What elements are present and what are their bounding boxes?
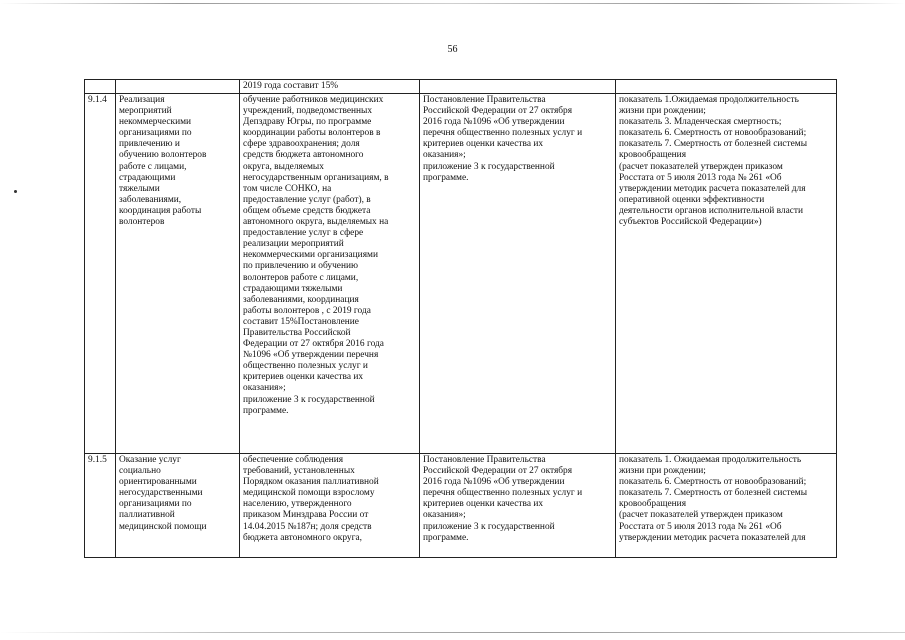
scan-edge-top: [0, 3, 905, 4]
cell-indicators: [616, 80, 837, 94]
cell-number: [85, 80, 116, 94]
cell-indicators: показатель 1.Ожидаемая продолжительность жизни при рождении; показатель 3. Младенческая смертность; показатель 6. Смертность от новообразований; показатель 7. Смертность от болезней системы кровообращения (расчет показателей утвержден приказом Росстата от 5 июля 2013 года № 261 «Об утверждении методик расчета показателей для оперативной оценки эффективности деятельности органов исполнительной власти субъектов Российской Федерации»): [616, 94, 837, 454]
scan-speck: [14, 190, 17, 193]
cell-measure-name: Оказание услуг социально ориентированными негосударственными организациями по паллиативной медицинской помощи: [116, 454, 240, 558]
program-measures-table: [84, 79, 837, 558]
cell-measure-name: Реализация мероприятий некоммерческими организациями по привлечению и обучению волонтеров работе с лицами, страдающими тяжелыми заболеваниями, координация работы волонтеров: [116, 94, 240, 454]
cell-description: обучение работников медицинских учреждений, подведомственных Депздраву Югры, по программе координации работы волонтеров в сфере здравоохранения; доля средств бюджета автономного округа, выделяемых негосударственным организациям, в том числе СОНКО, на предоставление услуг (работ), в общем объеме средств бюджета автономного округа, выделяемых на предоставление услуг в сфере реализации мероприятий некоммерческими организациями по привлечению и обучению волонтеров работе с лицами, страдающими тяжелыми заболеваниями, координация работы волонтеров , с 2019 года составит 15%Постановление Правительства Российской Федерации от 27 октября 2016 года №1096 «Об утверждении перечня общественно полезных услуг и критериев оценки качества их оказания»; приложение 3 к государственной программе.: [240, 94, 420, 454]
table-row-9-1-4: [85, 94, 837, 454]
cell-legal-basis: [420, 80, 616, 94]
cell-legal-basis: Постановление Правительства Российской Федерации от 27 октября 2016 года №1096 «Об утверждении перечня общественно полезных услуг и критериев оценки качества их оказания»; приложение 3 к государственной программе.: [420, 454, 616, 558]
cell-number: 9.1.5: [85, 454, 116, 558]
cell-description: 2019 года составит 15%: [240, 80, 420, 94]
page-number: 56: [447, 44, 458, 55]
cell-number: 9.1.4: [85, 94, 116, 454]
cell-measure-name: [116, 80, 240, 94]
cell-indicators: показатель 1. Ожидаемая продолжительность жизни при рождении; показатель 6. Смертность от новообразований; показатель 7. Смертность от болезней системы кровообращения (расчет показателей утвержден приказом Росстата от 5 июля 2013 года № 261 «Об утверждении методик расчета показателей для: [616, 454, 837, 558]
cell-description: обеспечение соблюдения требований, установленных Порядком оказания паллиативной медицинской помощи взрослому населению, утвержденного приказом Минздрава России от 14.04.2015 №187н; доля средств бюджета автономного округа,: [240, 454, 420, 558]
scan-edge-bottom: [0, 632, 905, 633]
table-row-continuation: [85, 80, 837, 94]
cell-legal-basis: Постановление Правительства Российской Федерации от 27 октября 2016 года №1096 «Об утверждении перечня общественно полезных услуг и критериев оценки качества их оказания»; приложение 3 к государственной программе.: [420, 94, 616, 454]
table-row-9-1-5: [85, 454, 837, 558]
